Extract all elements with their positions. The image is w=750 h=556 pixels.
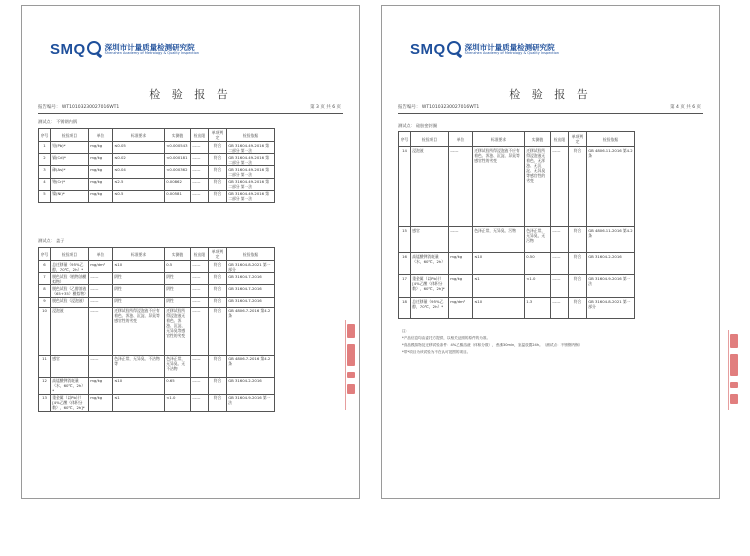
table-row [39, 261, 275, 273]
table-cell: 总迁移量（95%乙醇，70℃，2h）* [411, 298, 449, 319]
table-cell: 符合 [569, 227, 587, 253]
column-header: 实测值 [165, 248, 191, 261]
column-header: 单项判定 [209, 248, 227, 261]
table-cell: ≤1 [473, 275, 525, 298]
column-header: 单位 [89, 248, 113, 261]
table-cell: ≤10 [473, 253, 525, 275]
table-cell: 重金属（以Pb计）[4%乙酸（体积分数），60℃，2h]* [411, 275, 449, 298]
table-cell: GB 31604.49-2016 第二部分 第一法 [227, 178, 275, 190]
table-cell: 色泽正常，无异臭、无不洁物 [165, 355, 191, 377]
org-name-en: Shenzhen Academy of Metrology & Quality Inspection [104, 51, 199, 55]
table-cell: ------ [191, 166, 209, 178]
table-cell: mg/kg [89, 190, 113, 202]
table-cell: 12 [39, 377, 51, 394]
table-cell: 脱色试验（植物油模拟物） [51, 273, 89, 285]
table-cell: ≤10 [473, 298, 525, 319]
table-cell: ------ [449, 227, 473, 253]
table-cell: 符合 [209, 178, 227, 190]
table-row [39, 377, 275, 394]
table-row [39, 297, 275, 307]
table-cell: 高锰酸钾消耗量（水，60℃，2h） [411, 253, 449, 275]
table-row [39, 394, 275, 411]
section-label: 测试点： 硅胶密封圈 [398, 123, 438, 128]
column-header: 检验项目 [51, 129, 89, 142]
table-cell: GB 31604.49-2016 第二部分 第一法 [227, 190, 275, 202]
table-cell: GB 31604.7-2016 [227, 297, 275, 307]
table-cell: 符合 [209, 273, 227, 285]
table-cell: mg/kg [89, 394, 113, 411]
table-cell: ------ [191, 297, 209, 307]
org-logo [50, 41, 199, 58]
table-cell: 砷(As)* [51, 166, 89, 178]
results-table [38, 247, 275, 412]
table-cell: mg/kg [89, 142, 113, 154]
table-row [39, 166, 275, 178]
table-cell: 9 [39, 297, 51, 307]
column-header: 检验依据 [587, 132, 635, 147]
table-cell: 符合 [209, 154, 227, 166]
table-cell: ------ [89, 285, 113, 297]
table-row [39, 285, 275, 297]
table-cell: ≤0.05 [113, 142, 165, 154]
table-cell: 符合 [209, 285, 227, 297]
table-cell: 阴性 [113, 285, 165, 297]
table-cell: GB 31604.7-2016 [227, 273, 275, 285]
table-cell: 符合 [209, 307, 227, 355]
table-cell: ≤0.5 [113, 190, 165, 202]
table-cell: ------ [89, 307, 113, 355]
note-line: *产品信息均由委托方提供，以相关证照的原件的为准。 [402, 336, 491, 340]
seal-stamp-icon [345, 320, 358, 410]
table-cell: <1.0 [525, 275, 551, 298]
table-cell: GB 31604.49-2016 第二部分 第一法 [227, 154, 275, 166]
table-cell: 6 [39, 261, 51, 273]
report-title: 检 验 报 告 [149, 88, 232, 101]
column-header: 实测值 [525, 132, 551, 147]
results-table [398, 131, 635, 319]
table-row [39, 273, 275, 285]
note-line: *带*项目为该试验为不在认可范围的项目。 [402, 350, 471, 354]
report-info-line [38, 104, 343, 114]
table-row [399, 227, 635, 253]
table-cell: 重金属（以Pb计）[4%乙酸（体积分数），60℃，2h]* [51, 394, 89, 411]
table-cell: 铬(Cr)* [51, 178, 89, 190]
table-row [39, 142, 275, 154]
column-header: 单位 [449, 132, 473, 147]
column-header: 序号 [39, 129, 51, 142]
table-cell: GB 31604.8-2021 第一部分 [587, 298, 635, 319]
smq-logo-icon: SMQ [50, 41, 101, 58]
table-cell: 镉(Cd)* [51, 154, 89, 166]
column-header: 单项判定 [569, 132, 587, 147]
table-cell: 迁移试验所得浸泡液不应有着色、浑浊、沉淀、异臭等感官性的劣变 [473, 147, 525, 227]
column-header: 检出限 [191, 248, 209, 261]
smq-logo-icon: SMQ [410, 41, 461, 58]
table-cell: 4 [39, 178, 51, 190]
table-cell: 13 [39, 394, 51, 411]
table-row [399, 147, 635, 227]
table-cell: ------ [191, 355, 209, 377]
table-cell: 阴性 [113, 273, 165, 285]
table-cell: GB 31604.2-2016 [227, 377, 275, 394]
table-cell: GB 31604.9-2016 第一法 [587, 275, 635, 298]
table-cell: 符合 [209, 166, 227, 178]
table-cell: mg/dm² [449, 298, 473, 319]
table-cell: 浸泡液 [411, 147, 449, 227]
org-name-cn: 深圳市计量质量检测研究院 [464, 42, 555, 52]
table-header-row [39, 129, 275, 142]
column-header: 检验依据 [227, 248, 275, 261]
table-cell: 符合 [209, 377, 227, 394]
table-header-row [39, 248, 275, 261]
table-cell: ------ [191, 273, 209, 285]
table-cell: ------ [191, 285, 209, 297]
q-ring-icon [447, 41, 461, 55]
table-row [399, 253, 635, 275]
table-cell: 符合 [569, 147, 587, 227]
table-cell: ------ [191, 178, 209, 190]
table-cell: 脱色试验（乙醇溶液（65+35）模拟物） [52, 285, 88, 296]
column-header: 检验项目 [411, 132, 449, 147]
table-cell: ------ [449, 147, 473, 227]
report-page-2 [381, 5, 720, 499]
table-row [39, 178, 275, 190]
table-cell: 阴性 [165, 285, 191, 297]
table-cell: 阴性 [165, 273, 191, 285]
table-cell: 3 [39, 166, 51, 178]
column-header: 检验依据 [227, 129, 275, 142]
table-cell: 符合 [209, 261, 227, 273]
section-label: 测试点： 不锈钢内锅 [38, 119, 78, 124]
table-header-row [399, 132, 635, 147]
results-table [38, 128, 275, 203]
table-cell: ≤10 [113, 261, 165, 273]
report-number: 报告编号： WT10103230027016WT1 [398, 105, 480, 110]
table-cell: ------ [89, 355, 113, 377]
report-notes [402, 328, 702, 356]
table-cell: GB 31604.2-2016 [587, 253, 635, 275]
table-cell: 符合 [209, 190, 227, 202]
table-cell: GB 31604.8-2021 第一部分 [227, 261, 275, 273]
report-info-line [398, 104, 703, 114]
table-row [399, 275, 635, 298]
table-cell: ≤10 [113, 377, 165, 394]
table-cell: <1.0 [165, 394, 191, 411]
table-cell: ≤0.02 [113, 154, 165, 166]
table-cell: ------ [551, 298, 569, 319]
table-cell: 阴性 [165, 297, 191, 307]
table-cell: 10 [39, 307, 51, 355]
table-cell: 符合 [209, 297, 227, 307]
table-cell: 2 [39, 154, 51, 166]
table-cell: ------ [191, 154, 209, 166]
table-cell: 总迁移量（95%乙醇，70℃，2h）* [51, 261, 89, 273]
table-cell: ------ [551, 227, 569, 253]
table-cell: ------ [191, 307, 209, 355]
table-cell: GB 31604.49-2016 第二部分 第一法 [227, 142, 275, 154]
table-cell: ------ [191, 261, 209, 273]
org-name-en: Shenzhen Academy of Metrology & Quality Inspection [464, 51, 559, 55]
table-cell: ------ [89, 273, 113, 285]
table-cell: mg/kg [449, 275, 473, 298]
table-row [39, 154, 275, 166]
seal-stamp-icon [728, 330, 741, 410]
table-cell: 迁移试验所得浸泡液无着色、浑浊、沉淀、无异臭等感官性的劣变 [165, 307, 191, 355]
column-header: 序号 [39, 248, 51, 261]
table-cell: 5 [39, 190, 51, 202]
table-cell: 感官 [411, 227, 449, 253]
table-cell: 15 [399, 227, 411, 253]
column-header: 实测值 [165, 129, 191, 142]
table-cell: ≤2.5 [113, 178, 165, 190]
org-name-cn: 深圳市计量质量检测研究院 [104, 42, 195, 52]
table-cell: ------ [551, 275, 569, 298]
table-cell: GB 31604.49-2016 第二部分 第一法 [227, 166, 275, 178]
table-cell: 色泽正常，无异臭、污物 [473, 227, 525, 253]
org-logo [410, 41, 559, 58]
section-label: 测试点： 盖子 [38, 238, 65, 243]
page-number: 第 3 页 共 6 页 [310, 105, 341, 110]
column-header: 标准要求 [113, 129, 165, 142]
table-cell: 0.00581 [165, 190, 191, 202]
table-cell: mg/kg [89, 377, 113, 394]
table-cell: ≤0.04 [113, 166, 165, 178]
table-cell: 迁移试验所得浸泡液无着色、无浑浊、无沉淀、无异臭等感官性的劣变 [525, 147, 551, 227]
column-header: 单位 [89, 129, 113, 142]
table-cell: ------ [551, 253, 569, 275]
column-header: 序号 [399, 132, 411, 147]
table-cell: mg/kg [89, 178, 113, 190]
table-cell: 镍(Ni)* [51, 190, 89, 202]
table-row [399, 298, 635, 319]
table-cell: 1.3 [525, 298, 551, 319]
note-line: 注： [402, 329, 410, 333]
q-ring-icon [87, 41, 101, 55]
table-cell: 符合 [569, 253, 587, 275]
table-cell: 16 [399, 253, 411, 275]
table-cell: <0.000543 [165, 142, 191, 154]
table-cell: <0.000181 [165, 154, 191, 166]
note-line: *食品模拟物及迁移试验条件：4%乙酸溶液（体积分数），煮沸30min，室温放置24h。（测试点：不锈钢内锅） [402, 343, 583, 347]
table-cell: ------ [89, 297, 113, 307]
table-cell: 阴性 [113, 297, 165, 307]
table-cell: 色泽正常，无异臭，无污物 [525, 227, 551, 253]
table-cell: 符合 [569, 298, 587, 319]
table-cell: 14 [399, 147, 411, 227]
column-header: 检出限 [191, 129, 209, 142]
table-cell: 18 [399, 298, 411, 319]
table-cell: ------ [191, 142, 209, 154]
table-cell: 色泽正常，无异臭、不洁物等 [113, 355, 165, 377]
table-cell: 铅(Pb)* [51, 142, 89, 154]
table-cell: 符合 [569, 275, 587, 298]
table-cell: mg/kg [449, 253, 473, 275]
table-row [39, 307, 275, 355]
table-cell: 0.65 [165, 377, 191, 394]
table-cell: mg/kg [89, 166, 113, 178]
report-number: 报告编号： WT10103230027016WT1 [38, 105, 120, 110]
table-cell: 符合 [209, 394, 227, 411]
table-cell: 符合 [209, 355, 227, 377]
table-cell: GB 4806.11-2016 第4.2条 [587, 147, 635, 227]
table-cell: 脱色试验（浸泡液） [51, 297, 89, 307]
table-row [39, 355, 275, 377]
table-cell: mg/kg [89, 154, 113, 166]
table-cell: ------ [191, 190, 209, 202]
table-cell: ------ [191, 377, 209, 394]
table-cell: 0.00862 [165, 178, 191, 190]
table-cell: 17 [399, 275, 411, 298]
table-cell: 0.5 [165, 261, 191, 273]
table-cell: <0.000362 [165, 166, 191, 178]
table-cell: 7 [39, 273, 51, 285]
table-cell: GB 4806.7-2016 第4.2条 [227, 355, 275, 377]
column-header: 标准要求 [113, 248, 165, 261]
table-cell: 符合 [209, 142, 227, 154]
table-cell: 迁移试验所得浸泡液不应有着色、浑浊、沉淀、异臭等感官性的劣变 [113, 307, 165, 355]
column-header: 检出限 [551, 132, 569, 147]
column-header: 标准要求 [473, 132, 525, 147]
report-title: 检 验 报 告 [509, 88, 592, 101]
report-page-1 [21, 5, 360, 499]
table-cell: 高锰酸钾消耗量（水，60℃，2h）* [51, 377, 89, 394]
table-cell: GB 31604.7-2016 [227, 285, 275, 297]
table-cell: 浸泡液 [51, 307, 89, 355]
page-number: 第 4 页 共 6 页 [670, 105, 701, 110]
column-header: 检验项目 [51, 248, 89, 261]
table-cell: ------ [191, 394, 209, 411]
table-cell: 1 [39, 142, 51, 154]
table-cell: 11 [39, 355, 51, 377]
table-cell: ≤1 [113, 394, 165, 411]
table-row [39, 190, 275, 202]
table-cell: GB 4806.7-2016 第4.2条 [227, 307, 275, 355]
table-cell: GB 4806.11-2016 第4.2条 [587, 227, 635, 253]
column-header: 单项判定 [209, 129, 227, 142]
table-cell: 8 [39, 285, 51, 297]
table-cell: 0.50 [525, 253, 551, 275]
table-cell: GB 31604.9-2016 第一法 [227, 394, 275, 411]
table-cell: ------ [551, 147, 569, 227]
table-cell: mg/dm² [89, 261, 113, 273]
table-cell: 感官 [51, 355, 89, 377]
